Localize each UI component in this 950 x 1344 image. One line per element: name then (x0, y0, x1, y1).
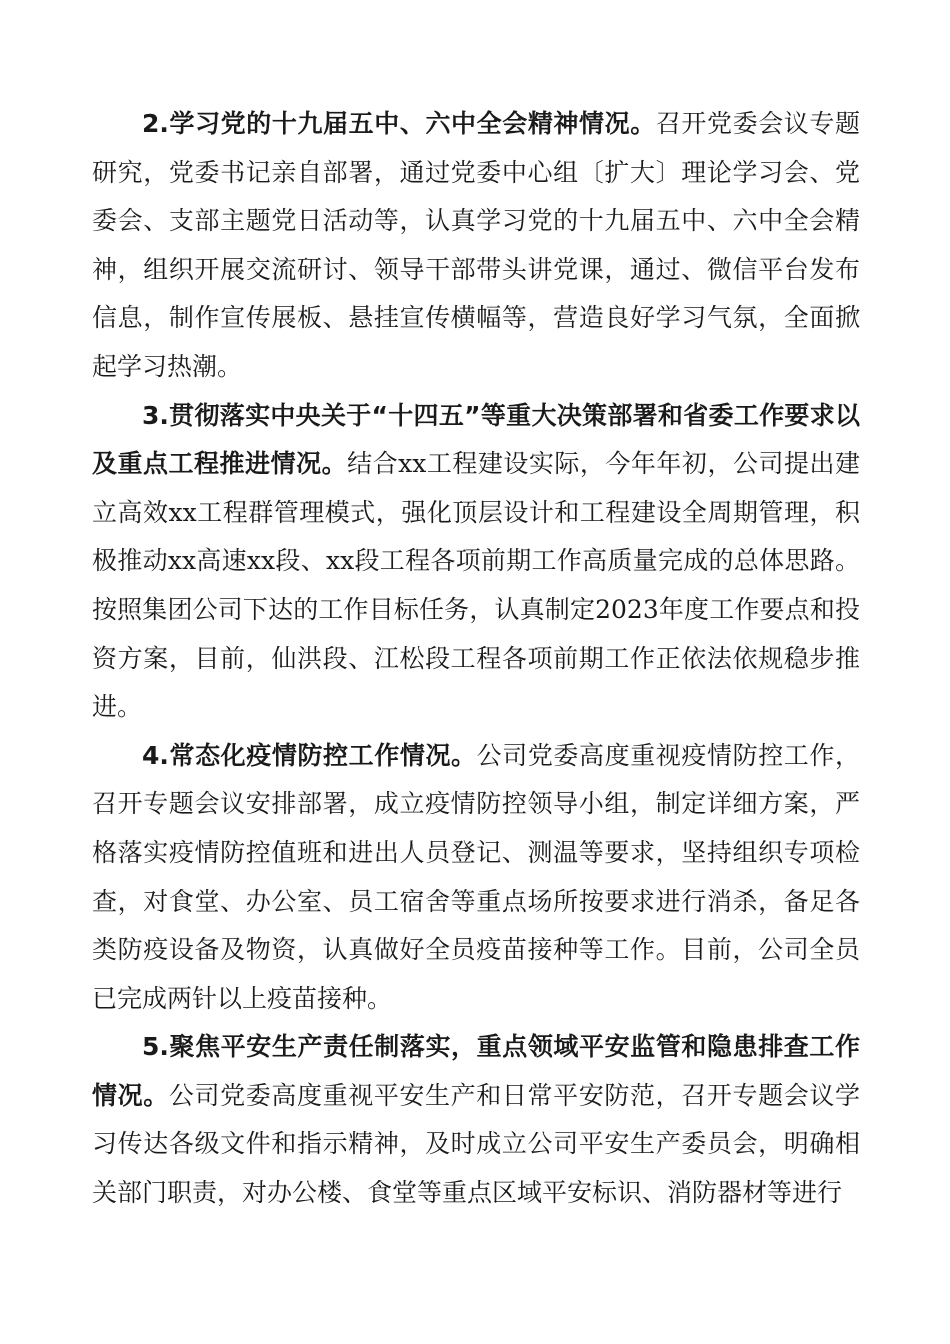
paragraph-heading: 4.常态化疫情防控工作情况。 (142, 740, 477, 770)
document-page (92, 100, 860, 1218)
paragraph-body: 公司党委高度重视疫情防控工作，召开专题会议安排部署，成立疫情防控领导小组，制定详细方案，严格落实疫情防控值班和进出人员登记、测温等要求，坚持组织专项检查，对食堂、办公室、员工宿舍等重点场所按要求进行消杀，备足各类防疫设备及物资，认真做好全员疫苗接种等工作。目前，公司全员已完成两针以上疫苗接种。 (92, 740, 860, 1013)
paragraph-heading: 3.贯彻落实中央关于“十四五”等重大决策部署和省委工作要求以及重点工程推进情况。 (92, 400, 860, 479)
paragraph-body: 结合xx工程建设实际，今年年初，公司提出建立高效xx工程群管理模式，强化顶层设计和工程建设全周期管理，积极推动xx高速xx段、xx段工程各项前期工作高质量完成的总体思路。按照集团公司下达的工作目标任务，认真制定2023年度工作要点和投资方案，目前，仙洪段、江松段工程各项前期工作正依法依规稳步推进。 (92, 449, 860, 722)
paragraph-implementation (92, 392, 860, 732)
paragraph-body: 召开党委会议专题研究，党委书记亲自部署，通过党委中心组〔扩大〕理论学习会、党委会、支部主题党日活动等，认真学习党的十九届五中、六中全会精神，组织开展交流研讨、领导干部带头讲党课，通过、微信平台发布信息，制作宣传展板、悬挂宣传横幅等，营造良好学习气氛，全面掀起学习热潮。 (92, 109, 860, 381)
paragraph-study-plenary (92, 100, 860, 392)
paragraph-heading: 5.聚焦平安生产责任制落实，重点领域平安监管和隐患排查工作情况。 (92, 1032, 860, 1110)
paragraph-body: 公司党委高度重视平安生产和日常平安防范，召开专题会议学习传达各级文件和指示精神，及时成立公司平安生产委员会，明确相关部门职责，对办公楼、食堂等重点区域平安标识、消防器材等进行 (92, 1080, 860, 1208)
paragraph-epidemic-control (92, 732, 860, 1024)
paragraph-safety-production (92, 1023, 860, 1217)
paragraph-heading: 2.学习党的十九届五中、六中全会精神情况。 (142, 109, 656, 138)
